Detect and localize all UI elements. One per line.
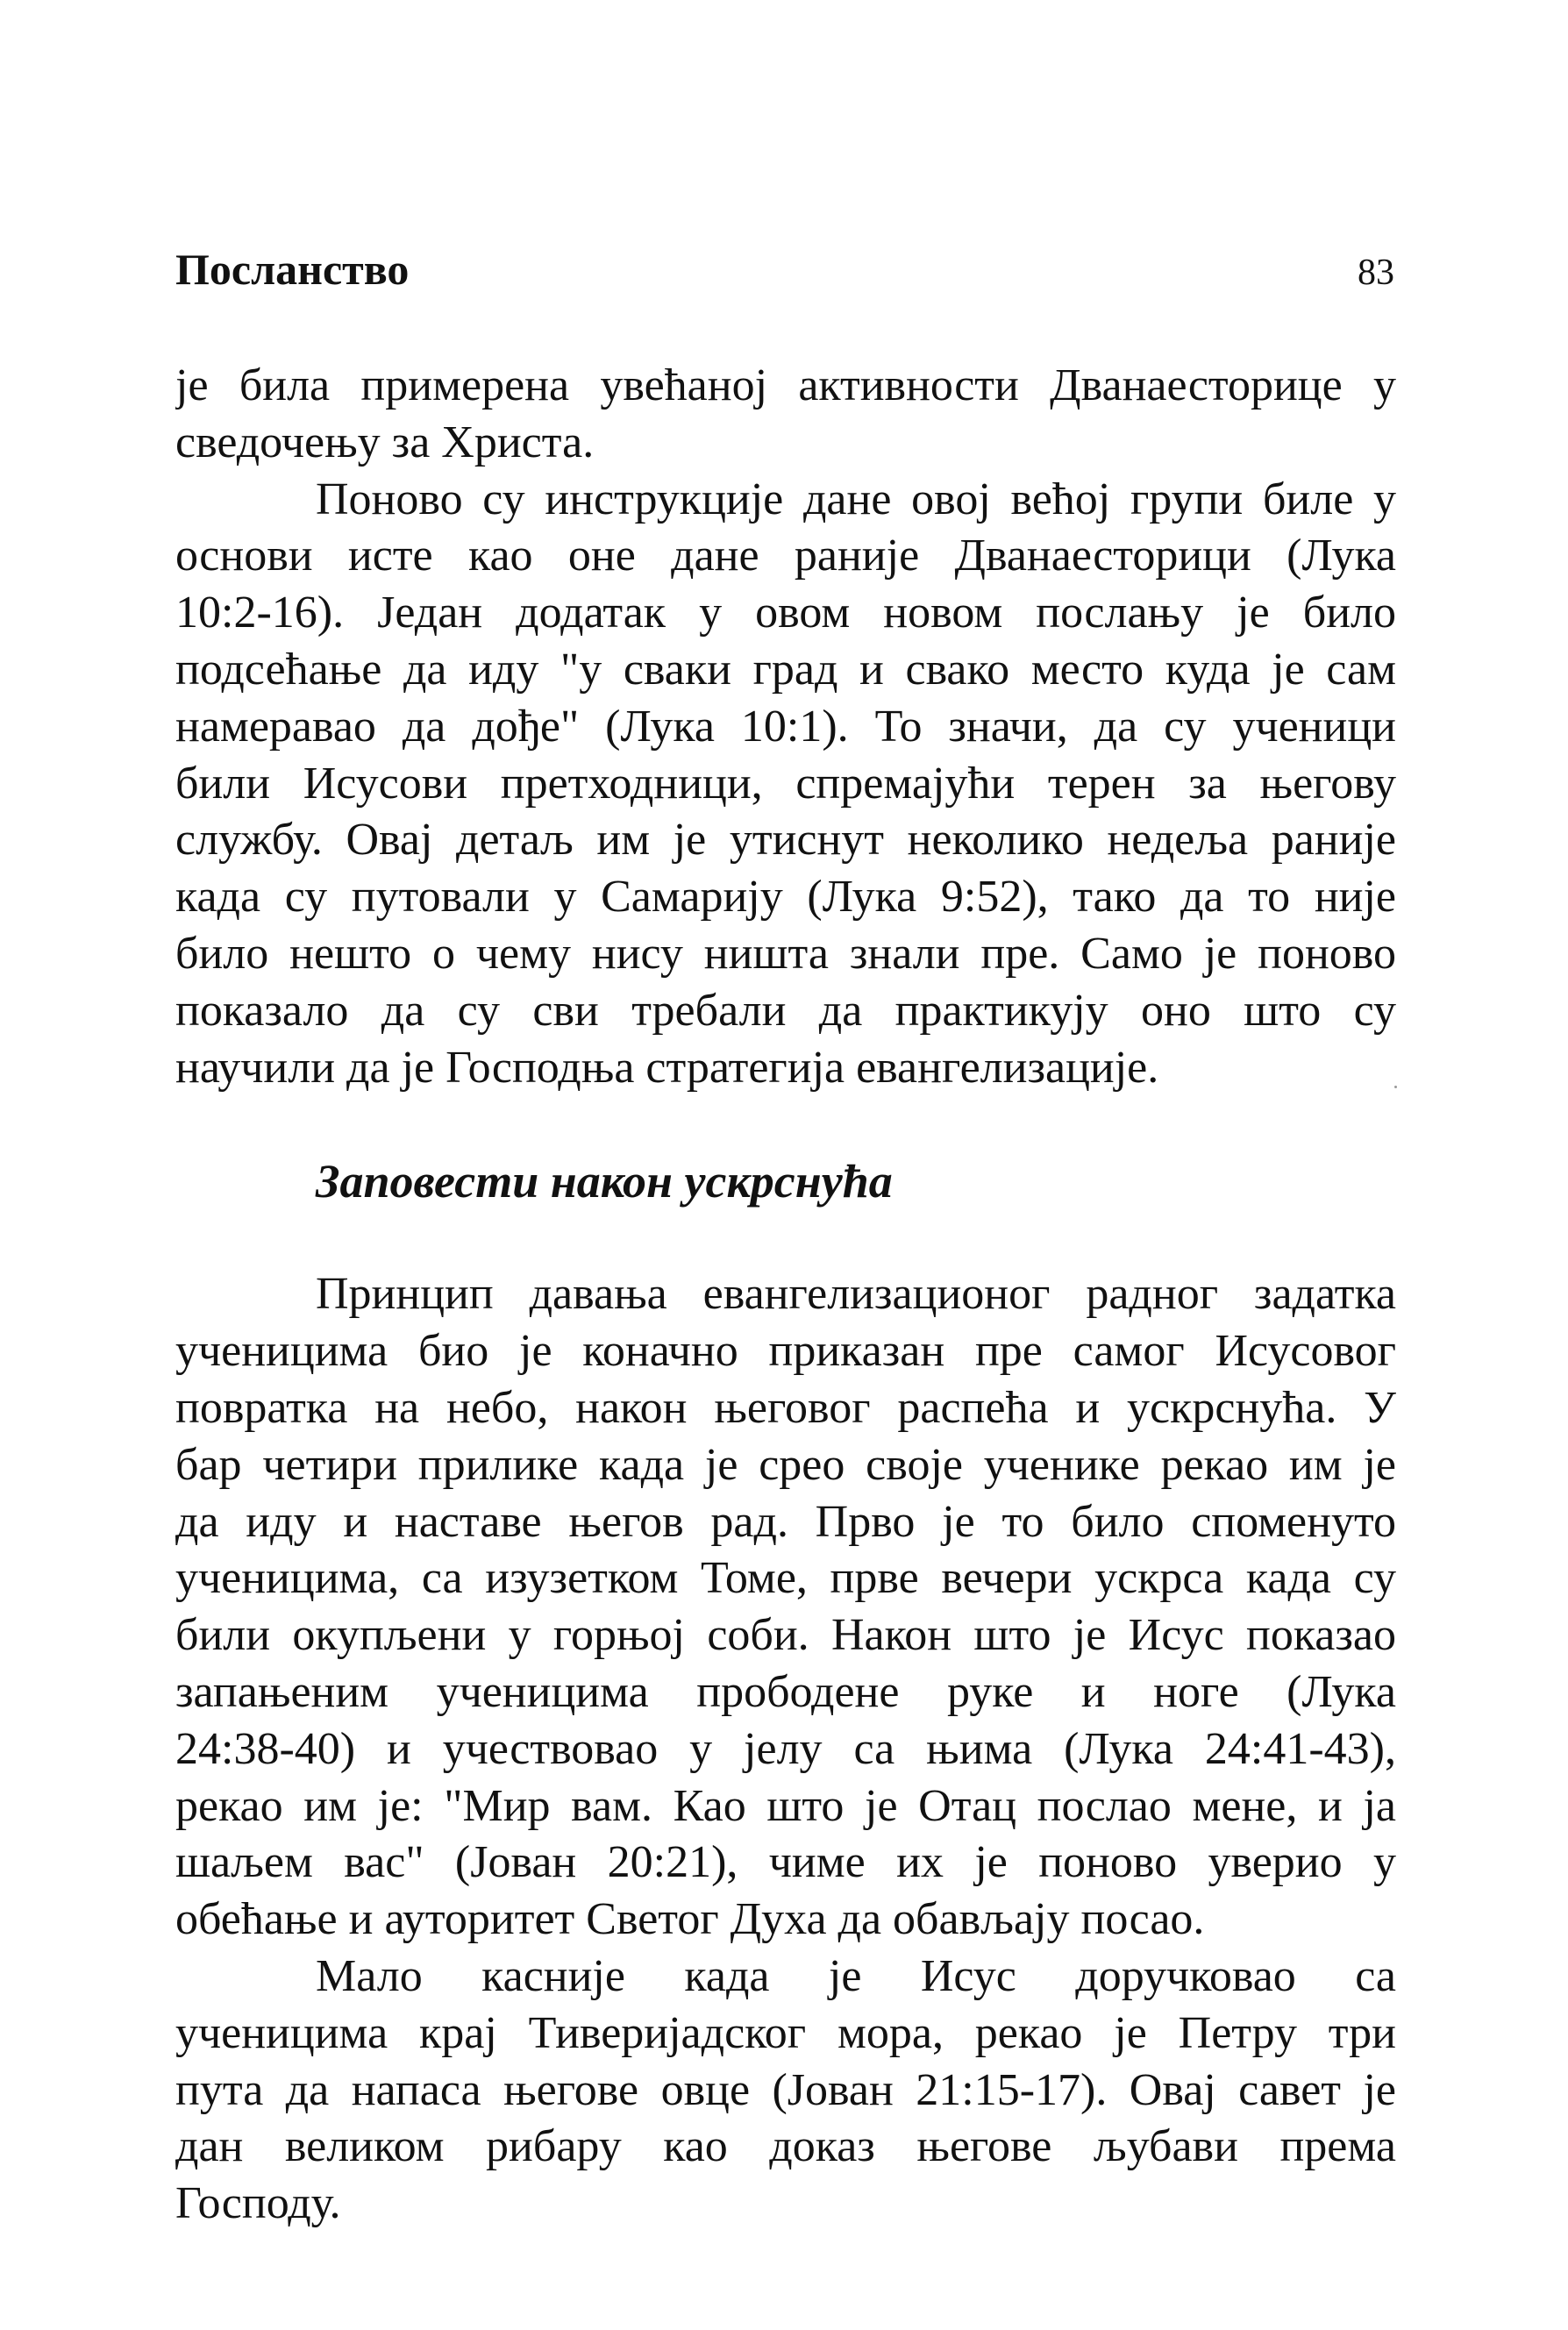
paragraph-line: је била примерена увећаној активности Дванаесторице у — [175, 360, 1396, 410]
paragraph-line: обећање и ауторитет Светог Духа да обављају посао. — [175, 1894, 1205, 1945]
paragraph-line: показало да су сви требали да практикују оно што су — [175, 985, 1396, 1036]
paragraph-line: дан великом рибару као доказ његове љубави према — [175, 2121, 1396, 2172]
section-heading: Заповести након ускрснућа — [316, 1155, 893, 1208]
print-speck — [1394, 1086, 1397, 1088]
paragraph-line: ученицима био је коначно приказан пре самог Исусовог — [175, 1326, 1396, 1377]
page-number: 83 — [1358, 253, 1394, 293]
paragraph-line: рекао им је: "Мир вам. Као што је Отац послао мене, и ја — [175, 1780, 1396, 1831]
paragraph-line: били окупљени у горњој соби. Након што је Исус показао — [175, 1610, 1396, 1661]
body-text — [175, 358, 1396, 2233]
paragraph-line: ученицима крај Тиверијадског мора, рекао је Петру три — [175, 2007, 1396, 2058]
paragraph-line: намеравао да дође" (Лука 10:1). То значи, да су ученици — [175, 701, 1396, 752]
paragraph-line: када су путовали у Самарију (Лука 9:52), тако да то није — [175, 872, 1396, 923]
paragraph-line: Принцип давања евангелизационог радног задатка — [316, 1269, 1396, 1320]
paragraph-line: основи исте као оне дане раније Дванаесторици (Лука — [175, 531, 1396, 581]
paragraph-line: бар четири прилике када је срео своје ученике рекао им је — [175, 1439, 1396, 1490]
paragraph-line: било нешто о чему нису ништа знали пре. Само је поново — [175, 928, 1396, 979]
running-title: Посланство — [175, 245, 410, 294]
paragraph-line: Господу. — [175, 2178, 341, 2229]
paragraph-line: пута да напаса његове овце (Јован 21:15-17). Овај савет је — [175, 2064, 1396, 2115]
paragraph-line: научили да је Господња стратегија евангелизације. — [175, 1042, 1159, 1093]
paragraph-line: повратка на небо, након његовог распећа и ускрснућа. У — [175, 1382, 1396, 1433]
paragraph-line: подсећање да иду "у сваки град и свако место куда је сам — [175, 644, 1396, 695]
paragraph-line: сведочењу за Христа. — [175, 417, 595, 467]
paragraph-line: службу. Овај детаљ им је утиснут неколико недеља раније — [175, 815, 1396, 866]
paragraph-line: да иду и наставе његов рад. Прво је то било споменуто — [175, 1496, 1396, 1547]
running-head — [175, 239, 1394, 300]
paragraph-line: запањеним ученицима прободене руке и ноге (Лука — [175, 1666, 1396, 1717]
paragraph-line: били Исусови претходници, спремајући терен за његову — [175, 758, 1396, 809]
paragraph-line: 10:2-16). Један додатак у овом новом послању је било — [175, 588, 1396, 638]
paragraph-line: шаљем вас" (Јован 20:21), чиме их је поново уверио у — [175, 1837, 1396, 1888]
paragraph-line: 24:38-40) и учествовао у јелу са њима (Лука 24:41-43), — [175, 1723, 1396, 1774]
paragraph-line: ученицима, са изузетком Томе, прве вечери ускрса када су — [175, 1553, 1396, 1604]
paragraph-line: Поново су инструкције дане овој већој групи биле у — [316, 474, 1396, 524]
paragraph-line: Мало касније када је Исус доручковао са — [316, 1950, 1396, 2001]
